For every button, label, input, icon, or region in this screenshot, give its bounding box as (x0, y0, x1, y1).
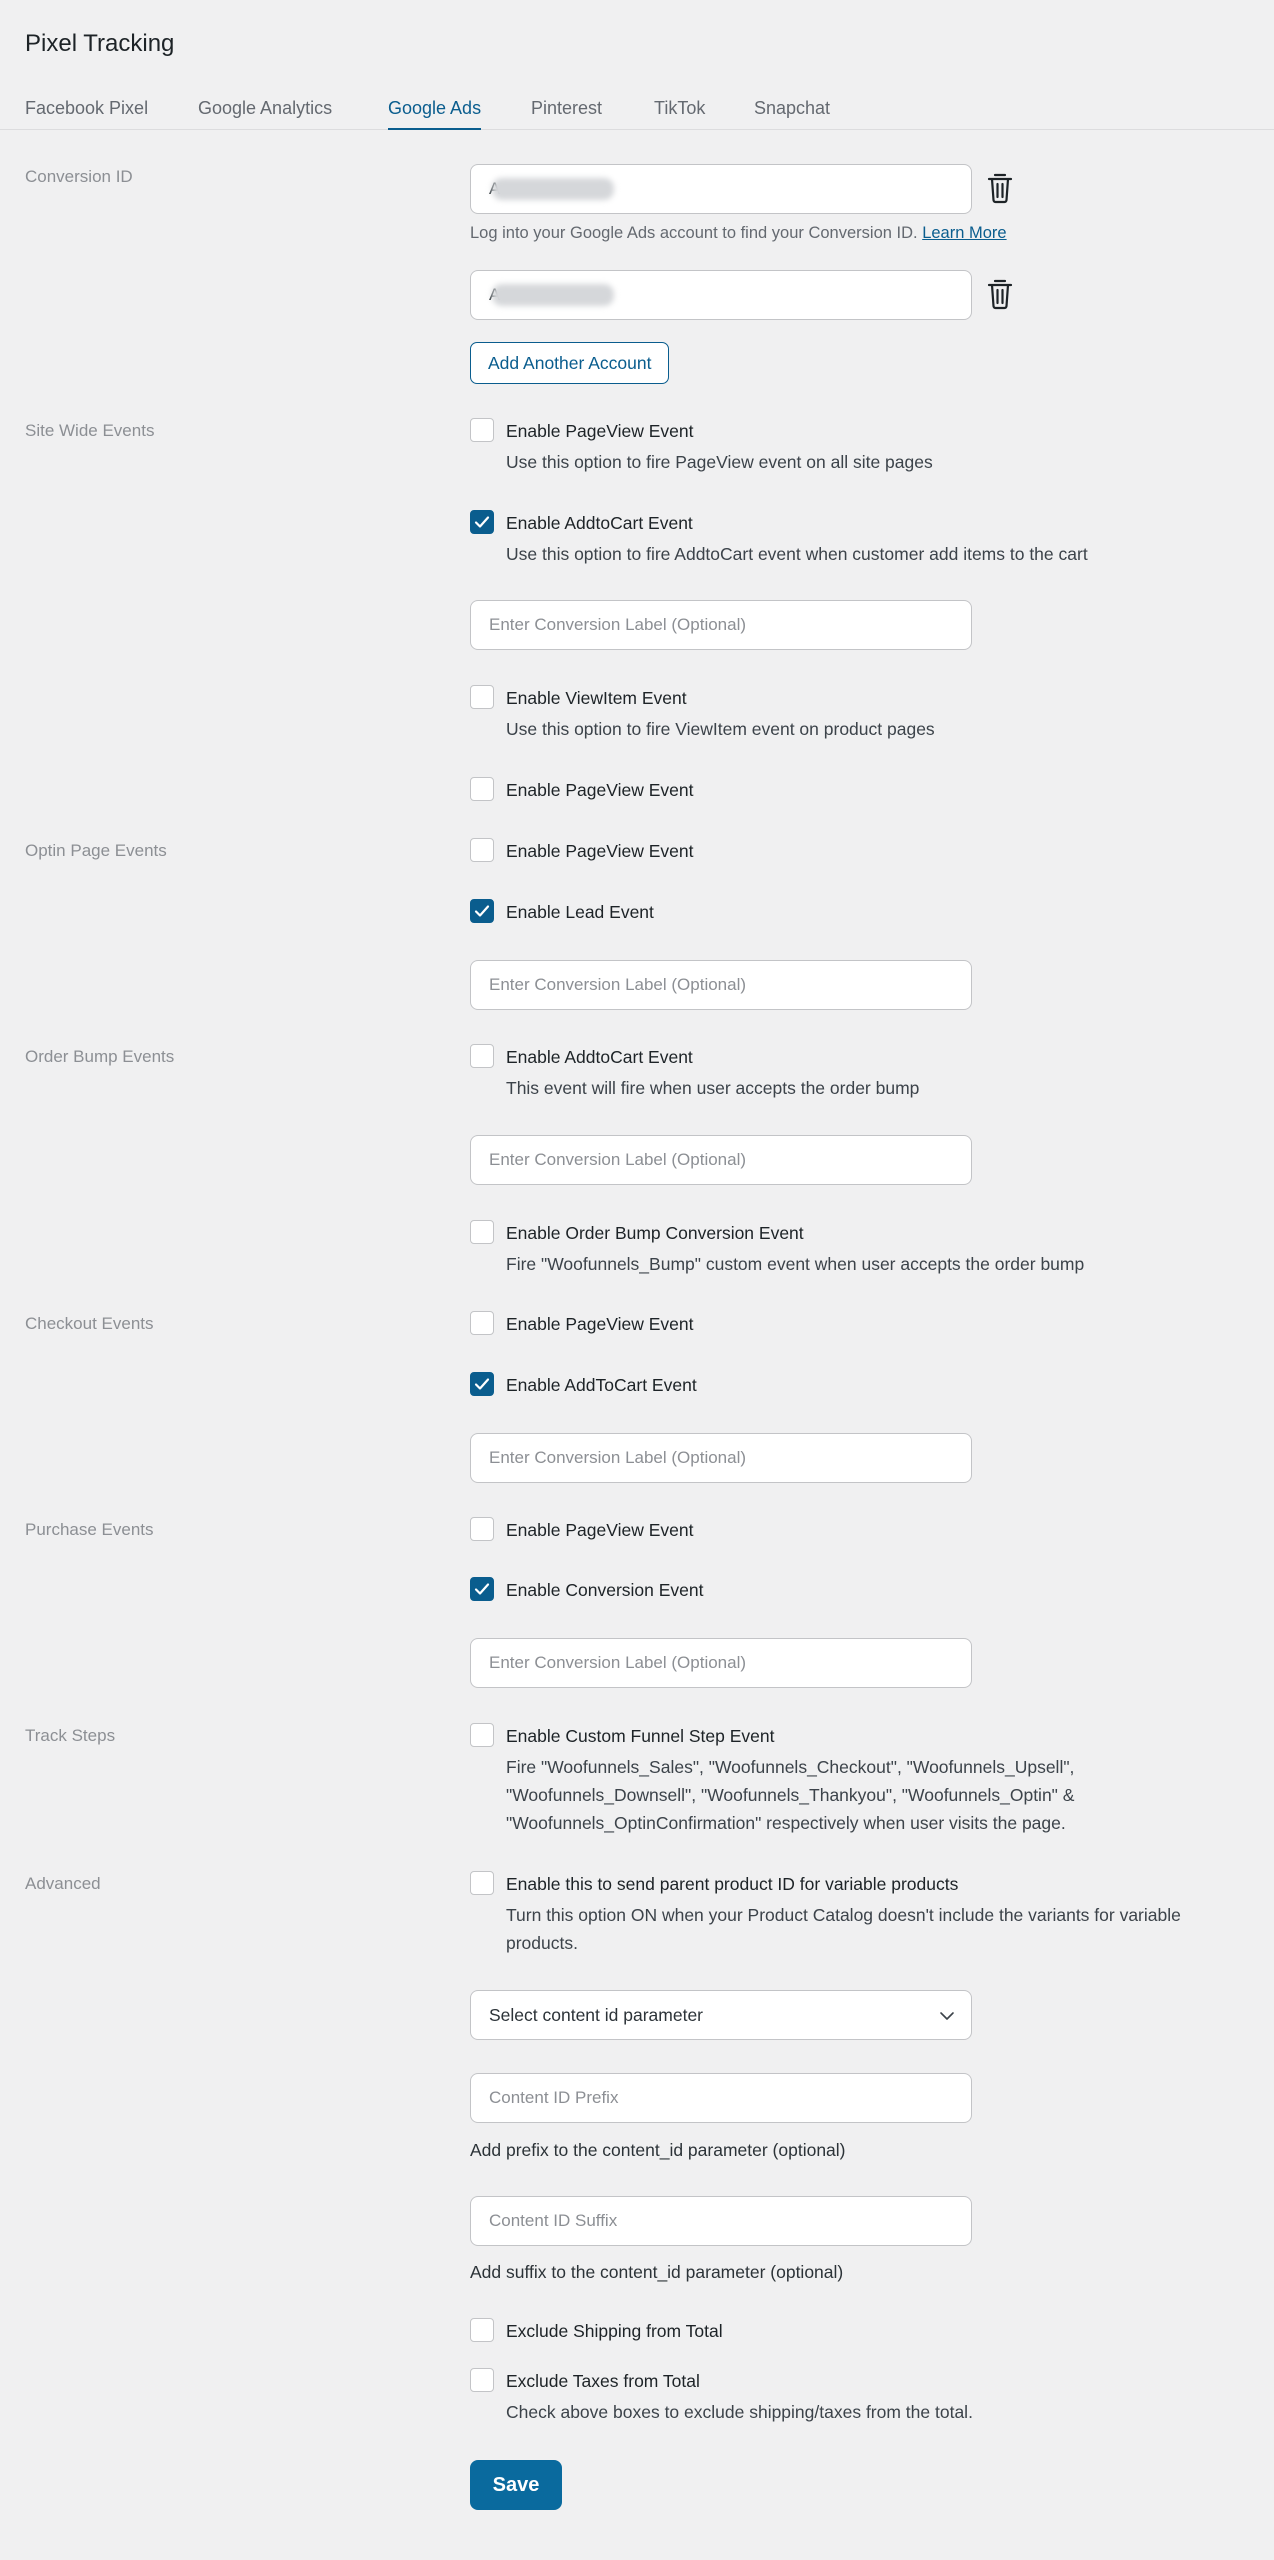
checkmark-icon (474, 514, 490, 530)
sitewide-addtocart-conversion-label-input[interactable] (470, 600, 972, 650)
checkbox-label: Enable Order Bump Conversion Event (506, 1223, 804, 1243)
checkbox-description: This event will fire when user accepts the order bump (506, 1078, 920, 1098)
optin-lead-conversion-label-input[interactable] (470, 960, 972, 1010)
checkout-conversion-label-input[interactable] (470, 1433, 972, 1483)
checkbox-description: products. (506, 1933, 578, 1953)
section-label-purchase: Purchase Events (25, 1520, 154, 1539)
add-another-account-button[interactable]: Add Another Account (470, 342, 669, 384)
tab-pinterest[interactable]: Pinterest (531, 98, 603, 118)
section-label-advanced: Advanced (25, 1874, 101, 1893)
purchase-conversion-label-input[interactable] (470, 1638, 972, 1688)
section-label-optin: Optin Page Events (25, 841, 167, 860)
tab-google-analytics[interactable]: Google Analytics (198, 98, 333, 118)
checkbox-description: Use this option to fire PageView event on all site pages (506, 452, 933, 472)
checkbox-label: Enable PageView Event (506, 841, 694, 861)
conversion-id-help (470, 224, 1007, 243)
checkbox-exclude-shipping[interactable] (470, 2318, 494, 2342)
save-button[interactable]: Save (470, 2460, 562, 2510)
checkbox-label: Enable PageView Event (506, 1314, 694, 1334)
checkbox-sitewide-viewitem[interactable] (470, 685, 494, 709)
checkbox-label: Enable Custom Funnel Step Event (506, 1726, 775, 1746)
checkbox-optin-lead[interactable] (470, 899, 494, 923)
learn-more-link[interactable]: Learn More (922, 224, 1007, 242)
checkbox-description: Check above boxes to exclude shipping/taxes from the total. (506, 2402, 973, 2422)
checkbox-description: "Woofunnels_Downsell", "Woofunnels_Thankyou", "Woofunnels_Optin" & (506, 1785, 1075, 1805)
checkbox-orderbump-addtocart[interactable] (470, 1044, 494, 1068)
redacted-value-blur (492, 284, 614, 306)
prefix-help-text: Add prefix to the content_id parameter (optional) (470, 2140, 846, 2160)
delete-trash-icon[interactable] (986, 278, 1014, 310)
section-label-checkout: Checkout Events (25, 1314, 154, 1333)
checkbox-label: Exclude Shipping from Total (506, 2321, 723, 2341)
checkbox-sitewide-pageview[interactable] (470, 418, 494, 442)
checkbox-description: Fire "Woofunnels_Bump" custom event when user accepts the order bump (506, 1254, 1085, 1274)
checkmark-icon (474, 1376, 490, 1392)
suffix-help-text: Add suffix to the content_id parameter (optional) (470, 2262, 844, 2282)
checkbox-sitewide-addtocart[interactable] (470, 510, 494, 534)
checkbox-label: Enable PageView Event (506, 421, 694, 441)
checkbox-optin-pageview[interactable] (470, 838, 494, 862)
delete-trash-icon[interactable] (986, 172, 1014, 204)
checkmark-icon (474, 1581, 490, 1597)
checkbox-description: "Woofunnels_OptinConfirmation" respectively when user visits the page. (506, 1813, 1066, 1833)
tab-facebook-pixel[interactable]: Facebook Pixel (25, 98, 149, 118)
checkbox-description: Turn this option ON when your Product Catalog doesn't include the variants for variable (506, 1905, 1181, 1925)
section-label-order-bump: Order Bump Events (25, 1047, 175, 1066)
page-title: Pixel Tracking (25, 30, 175, 57)
tab-tiktok[interactable]: TikTok (654, 98, 706, 118)
checkbox-description: Use this option to fire ViewItem event on product pages (506, 719, 935, 739)
section-label-conversion-id: Conversion ID (25, 167, 133, 186)
checkbox-label: Exclude Taxes from Total (506, 2371, 700, 2391)
section-label-site-wide: Site Wide Events (25, 421, 155, 440)
section-label-track-steps: Track Steps (25, 1726, 116, 1745)
checkbox-parent-product-id[interactable] (470, 1871, 494, 1895)
checkbox-label: Enable AddtoCart Event (506, 513, 693, 533)
tab-bar (0, 88, 1274, 130)
redacted-value-blur (492, 178, 614, 200)
content-id-parameter-select[interactable] (470, 1990, 972, 2040)
checkbox-label: Enable this to send parent product ID for variable products (506, 1874, 959, 1894)
chevron-down-icon (939, 2009, 955, 2023)
checkbox-label: Enable PageView Event (506, 780, 694, 800)
content-id-suffix-input[interactable] (470, 2196, 972, 2246)
checkbox-sitewide-pageview-2[interactable] (470, 777, 494, 801)
checkbox-custom-funnel-step[interactable] (470, 1723, 494, 1747)
checkbox-exclude-taxes[interactable] (470, 2368, 494, 2392)
orderbump-conversion-label-input[interactable] (470, 1135, 972, 1185)
checkmark-icon (474, 903, 490, 919)
checkbox-label: Enable AddToCart Event (506, 1375, 697, 1395)
checkbox-label: Enable AddtoCart Event (506, 1047, 693, 1067)
conversion-help-text: Log into your Google Ads account to find your Conversion ID. (470, 224, 918, 242)
content-id-prefix-input[interactable] (470, 2073, 972, 2123)
checkbox-label: Enable PageView Event (506, 1520, 694, 1540)
checkbox-label: Enable ViewItem Event (506, 688, 687, 708)
checkbox-orderbump-conversion[interactable] (470, 1220, 494, 1244)
checkbox-description: Fire "Woofunnels_Sales", "Woofunnels_Checkout", "Woofunnels_Upsell", (506, 1757, 1075, 1777)
checkbox-checkout-pageview[interactable] (470, 1311, 494, 1335)
checkbox-checkout-addtocart[interactable] (470, 1372, 494, 1396)
tab-snapchat[interactable]: Snapchat (754, 98, 831, 118)
checkbox-label: Enable Lead Event (506, 902, 654, 922)
checkbox-description: Use this option to fire AddtoCart event when customer add items to the cart (506, 544, 1088, 564)
select-value: Select content id parameter (489, 2005, 704, 2025)
checkbox-purchase-conversion[interactable] (470, 1577, 494, 1601)
tab-google-ads[interactable]: Google Ads (388, 98, 481, 130)
checkbox-label: Enable Conversion Event (506, 1580, 704, 1600)
checkbox-purchase-pageview[interactable] (470, 1517, 494, 1541)
